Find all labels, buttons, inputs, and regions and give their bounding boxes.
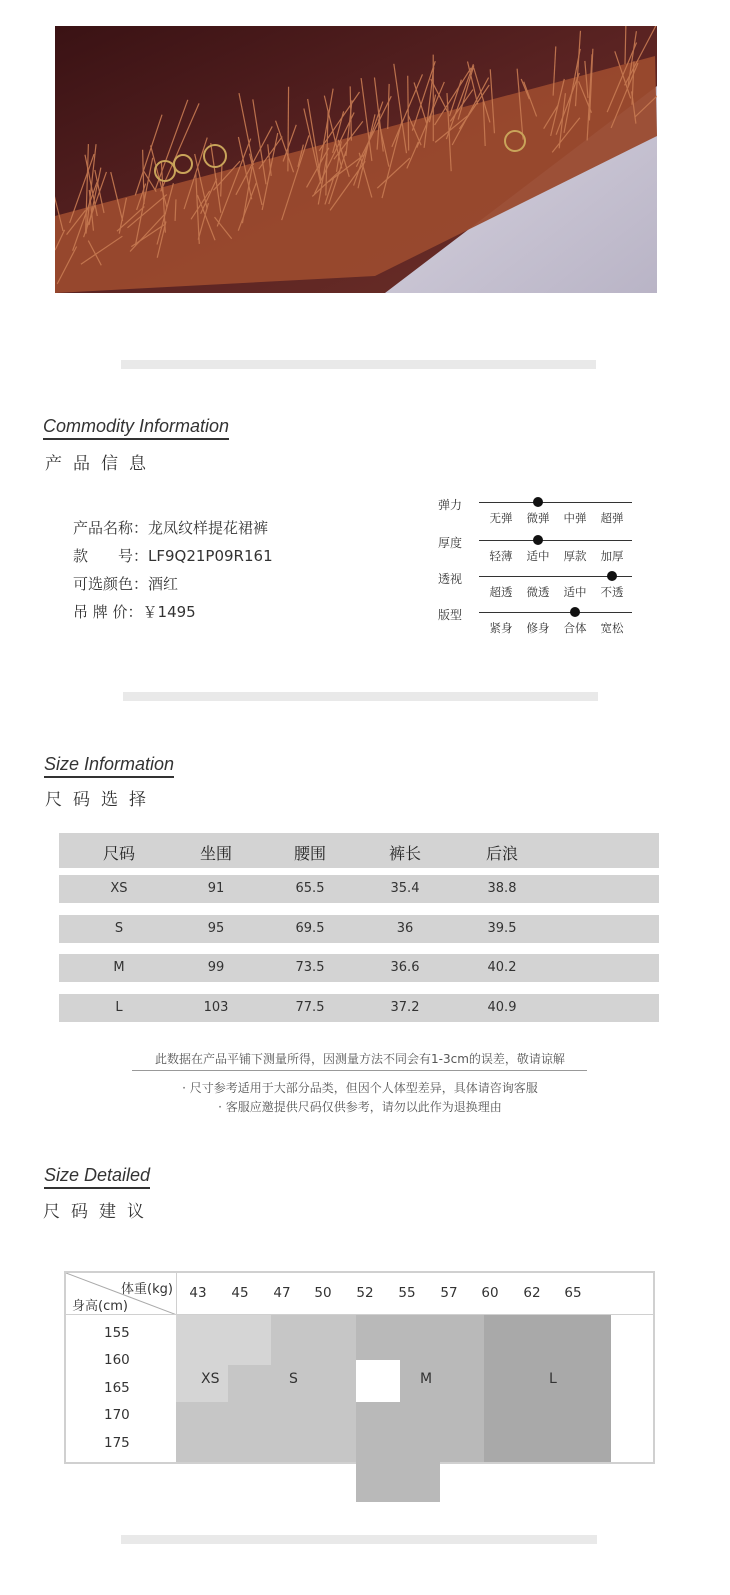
product-style-number: 款 号：LF9Q21P09R161 [73, 547, 273, 565]
header-hip: 坐围 [199, 844, 232, 863]
table-cell: 37.2 [390, 1000, 420, 1015]
attribute-scale-line [479, 502, 632, 503]
attribute-label: 透视 [438, 572, 463, 586]
attribute-label: 弹力 [438, 498, 463, 512]
product-photo [55, 26, 657, 293]
size-region-block [356, 1315, 484, 1360]
weight-axis-label: 体重(kg) [121, 1282, 173, 1297]
weight-label: 45 [231, 1285, 249, 1301]
height-label: 160 [104, 1352, 130, 1368]
attribute-selected-dot [533, 535, 543, 545]
measurement-note: 此数据在产品平铺下测量所得，因测量方法不同会有1-3cm的误差，敬请谅解 [155, 1052, 565, 1066]
attribute-scale-line [479, 612, 632, 613]
note-underline [132, 1070, 587, 1071]
table-cell: 36.6 [390, 960, 420, 975]
table-cell: 38.8 [487, 881, 517, 896]
weight-label: 57 [440, 1285, 458, 1301]
size-region-block [356, 1402, 440, 1502]
table-cell: 35.4 [390, 881, 420, 896]
table-cell: 39.5 [487, 921, 517, 936]
size-info-title-cn: 尺码选择 [45, 790, 157, 810]
product-name: 产品名称：龙凤纹样提花裙裤 [73, 519, 269, 537]
size-info-title-en: Size Information [44, 754, 174, 778]
table-row [59, 915, 659, 943]
attribute-label: 厚度 [438, 536, 463, 550]
attribute-option: 不透 [600, 585, 624, 599]
table-cell: S [114, 921, 124, 936]
size-region-label: M [420, 1371, 433, 1387]
attribute-option: 中弹 [563, 511, 587, 525]
table-cell: M [113, 960, 125, 975]
attribute-option: 宽松 [600, 621, 624, 635]
height-label: 155 [104, 1325, 130, 1341]
table-cell: 77.5 [295, 1000, 325, 1015]
header-waist: 腰围 [293, 844, 326, 863]
weight-label: 60 [481, 1285, 499, 1301]
height-axis-label: 身高(cm) [72, 1299, 128, 1314]
size-region-block [176, 1402, 356, 1462]
attribute-option: 厚款 [563, 549, 587, 563]
table-cell: 36 [396, 921, 414, 936]
weight-label: 55 [398, 1285, 416, 1301]
section-divider [121, 360, 596, 369]
table-cell: 91 [207, 881, 225, 896]
section-divider [123, 692, 598, 701]
attribute-option: 修身 [526, 621, 550, 635]
attribute-scale-line [479, 540, 632, 541]
size-detail-title-cn: 尺码建议 [43, 1202, 155, 1222]
section-divider [121, 1535, 597, 1544]
table-row [59, 875, 659, 903]
attribute-option: 紧身 [489, 621, 513, 635]
size-region-label: XS [201, 1371, 220, 1387]
attribute-option: 适中 [526, 549, 550, 563]
weight-label: 47 [273, 1285, 291, 1301]
attribute-option: 加厚 [600, 549, 624, 563]
size-region-label: S [289, 1371, 298, 1387]
size-region-block [484, 1315, 611, 1462]
attribute-selected-dot [533, 497, 543, 507]
table-cell: 40.9 [487, 1000, 517, 1015]
size-region-block [271, 1315, 356, 1365]
header-size: 尺码 [102, 844, 135, 863]
table-row [59, 954, 659, 982]
table-row [59, 994, 659, 1022]
attribute-selected-dot [607, 571, 617, 581]
weight-label: 43 [189, 1285, 207, 1301]
table-cell: 99 [207, 960, 225, 975]
header-length: 裤长 [388, 844, 421, 863]
commodity-title-cn: 产品信息 [45, 454, 157, 474]
attribute-option: 超透 [489, 585, 513, 599]
size-detail-title-en: Size Detailed [44, 1165, 150, 1189]
attribute-option: 微透 [526, 585, 550, 599]
attribute-option: 轻薄 [489, 549, 513, 563]
table-cell: 40.2 [487, 960, 517, 975]
attribute-option: 超弹 [600, 511, 624, 525]
height-label: 170 [104, 1407, 130, 1423]
table-cell: 73.5 [295, 960, 325, 975]
height-label: 165 [104, 1380, 130, 1396]
weight-label: 52 [356, 1285, 374, 1301]
commodity-title-en: Commodity Information [43, 416, 229, 440]
size-note-1: · 尺寸参考适用于大部分品类，但因个人体型差异，具体请咨询客服 [182, 1081, 538, 1095]
table-cell: 95 [207, 921, 225, 936]
product-color: 可选颜色：酒红 [73, 575, 179, 593]
attribute-option: 微弹 [526, 511, 550, 525]
size-region-label: L [549, 1371, 557, 1387]
attribute-option: 无弹 [489, 511, 513, 525]
product-price: 吊 牌 价：￥1495 [73, 603, 196, 621]
weight-label: 50 [314, 1285, 332, 1301]
size-recommendation-table [64, 1271, 655, 1464]
size-region-block [440, 1420, 484, 1462]
attribute-label: 版型 [438, 608, 463, 622]
table-cell: 103 [203, 1000, 229, 1015]
table-cell: L [115, 1000, 123, 1015]
table-cell: XS [110, 881, 128, 896]
attribute-option: 适中 [563, 585, 587, 599]
size-note-2: · 客服应邀提供尺码仅供参考，请勿以此作为退换理由 [218, 1100, 502, 1114]
height-label: 175 [104, 1435, 130, 1451]
table-cell: 69.5 [295, 921, 325, 936]
fabric-fur-image [55, 26, 657, 293]
table-cell: 65.5 [295, 881, 325, 896]
attribute-selected-dot [570, 607, 580, 617]
size-table-header [59, 833, 659, 868]
weight-label: 65 [564, 1285, 582, 1301]
header-back-rise: 后浪 [485, 844, 518, 863]
attribute-option: 合体 [563, 621, 587, 635]
weight-label: 62 [523, 1285, 541, 1301]
